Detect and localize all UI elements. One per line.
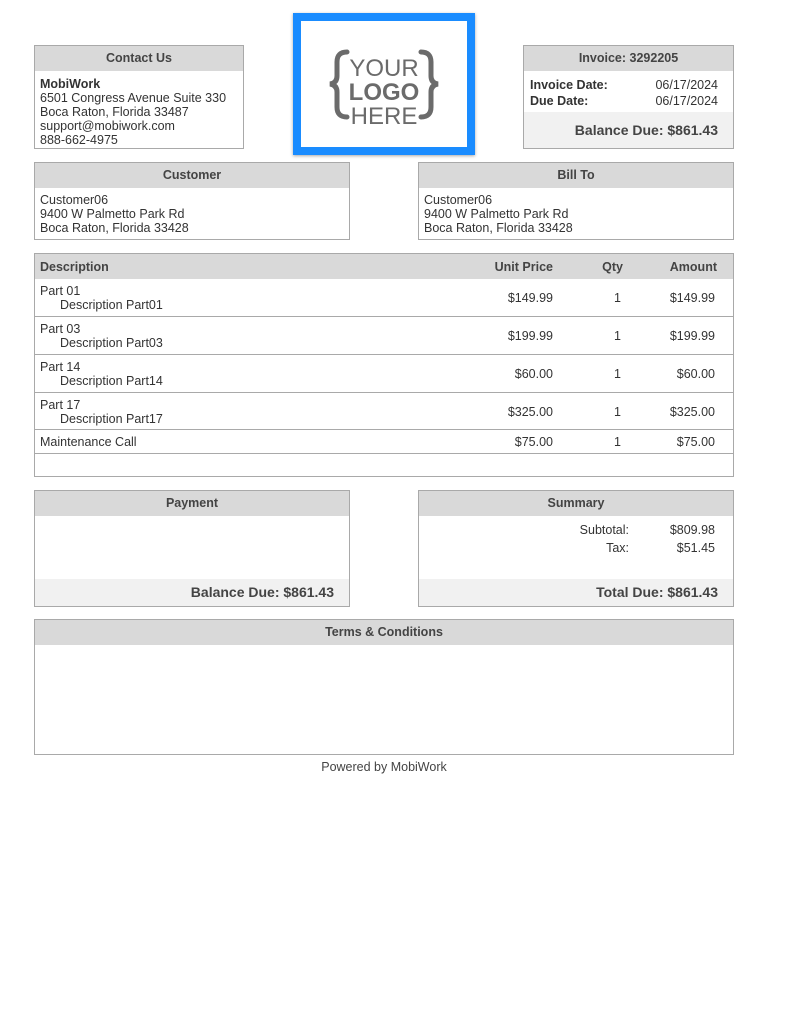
company-address-line2: Boca Raton, Florida 33487 [40,105,189,119]
customer-title: Customer [35,163,349,188]
summary-title: Summary [419,491,733,516]
terms-title: Terms & Conditions [35,620,733,645]
invoice-balance-due: Balance Due: $861.43 [524,112,733,148]
logo-text-your: YOUR [349,55,419,82]
bill-to-name: Customer06 [424,193,493,207]
invoice-date-label: Invoice Date: [530,78,608,92]
item-description: Description Part14 [60,374,163,388]
item-amount: $75.00 [676,435,715,449]
payment-box [34,490,350,607]
bill-to-box [418,162,734,240]
table-header [35,254,733,279]
table-row [35,430,733,454]
due-date-label: Due Date: [530,94,589,108]
table-row [35,355,733,393]
bill-to-address-line2: Boca Raton, Florida 33428 [424,221,573,235]
item-qty: 1 [614,435,621,449]
company-name: MobiWork [40,77,101,91]
total-due: Total Due: $861.43 [419,579,733,606]
item-qty: 1 [614,291,621,305]
item-unit-price: $199.99 [507,329,553,343]
tax-value: $51.45 [676,541,715,555]
company-phone: 888-662-4975 [40,133,118,147]
item-amount: $199.99 [669,329,715,343]
company-address-line1: 6501 Congress Avenue Suite 330 [40,91,227,105]
item-qty: 1 [614,405,621,419]
header-qty: Qty [602,260,623,274]
invoice-number: Invoice: 3292205 [524,46,733,71]
customer-box [34,162,350,240]
item-amount: $60.00 [676,367,715,381]
header-amount: Amount [669,260,717,274]
item-amount: $149.99 [669,291,715,305]
item-unit-price: $75.00 [514,435,553,449]
subtotal-value: $809.98 [669,523,715,537]
item-qty: 1 [614,329,621,343]
bill-to-title: Bill To [419,163,733,188]
tax-label: Tax: [606,541,629,555]
header-description: Description [40,260,109,274]
line-items-table [34,253,734,477]
table-row [35,317,733,355]
summary-box [418,490,734,607]
item-unit-price: $60.00 [514,367,553,381]
item-qty: 1 [614,367,621,381]
subtotal-label: Subtotal: [579,523,629,537]
customer-address-line2: Boca Raton, Florida 33428 [40,221,189,235]
table-row [35,279,733,317]
logo-placeholder [293,13,475,155]
item-name: Maintenance Call [40,435,137,449]
customer-address-line1: 9400 W Palmetto Park Rd [40,207,185,221]
item-name: Part 14 [40,360,81,374]
header-unit-price: Unit Price [494,260,553,274]
payment-title: Payment [35,491,349,516]
due-date: 06/17/2024 [655,94,718,108]
logo-graphic [301,21,467,147]
item-amount: $325.00 [669,405,715,419]
invoice-box [523,45,734,149]
contact-title: Contact Us [35,46,243,71]
powered-by-footer: Powered by MobiWork [321,760,447,774]
terms-box [34,619,734,755]
item-unit-price: $325.00 [507,405,553,419]
table-row [35,393,733,430]
logo-text-here: HERE [350,103,418,130]
item-name: Part 03 [40,322,81,336]
customer-name: Customer06 [40,193,109,207]
logo-text-logo: LOGO [348,79,420,106]
item-name: Part 01 [40,284,81,298]
company-email: support@mobiwork.com [40,119,175,133]
payment-balance-due: Balance Due: $861.43 [35,579,349,606]
bill-to-address-line1: 9400 W Palmetto Park Rd [424,207,569,221]
item-description: Description Part17 [60,412,163,426]
invoice-date: 06/17/2024 [655,78,718,92]
item-unit-price: $149.99 [507,291,553,305]
contact-box [34,45,244,149]
item-description: Description Part03 [60,336,163,350]
item-description: Description Part01 [60,298,163,312]
item-name: Part 17 [40,398,81,412]
